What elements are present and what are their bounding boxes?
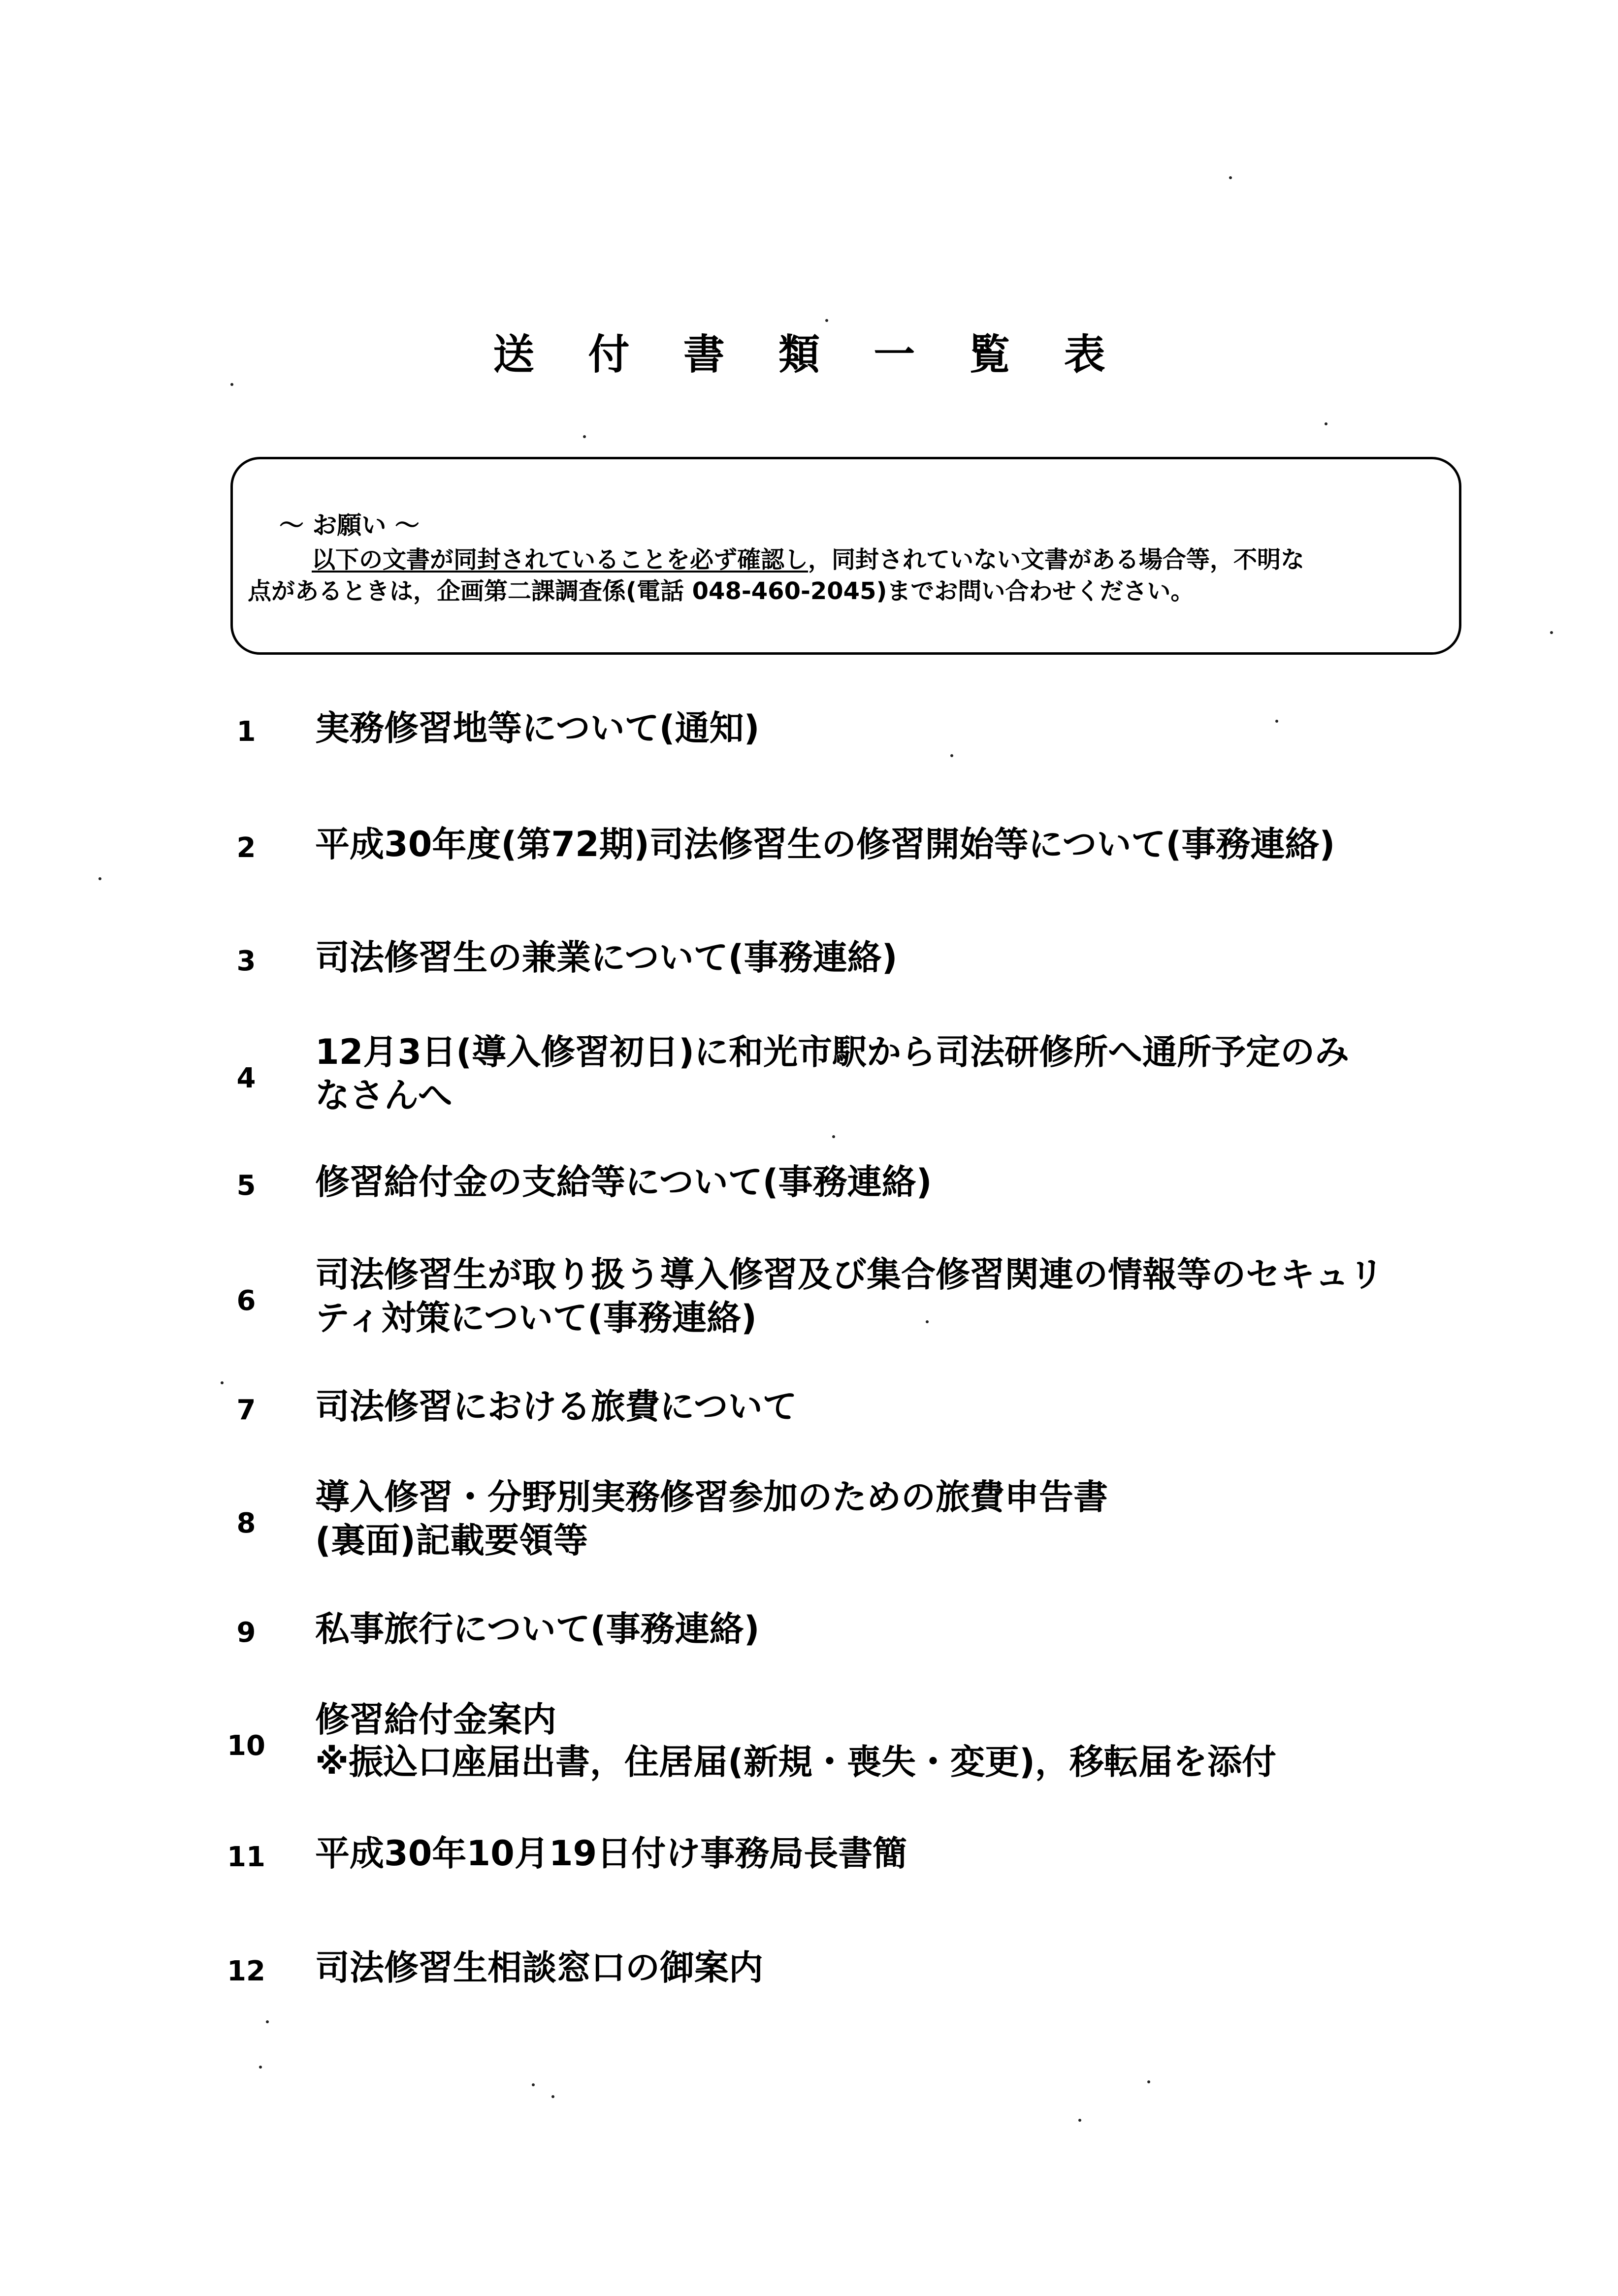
item-text-line1: 司法修習生相談窓口の御案内 [315, 1947, 763, 1988]
notice-heading: ～ お願い ～ [279, 511, 420, 540]
item-number: 5 [236, 1170, 256, 1202]
item-number: 10 [227, 1730, 265, 1762]
notice-text-line2: 点があるときは，企画第二課調査係(電話 048-460-2045)までお問い合わせください。 [248, 577, 1195, 605]
item-text-line1: 平成30年10月19日付け事務局長書簡 [315, 1833, 907, 1874]
item-number: 1 [236, 716, 256, 748]
scan-speck [583, 435, 586, 438]
notice-body [248, 544, 1449, 607]
item-text-line1: 実務修習地等について(通知) [315, 708, 760, 748]
item-text-line2: なさんへ [315, 1075, 453, 1116]
item-number: 11 [227, 1841, 265, 1873]
item-text-line1: 導入修習・分野別実務修習参加のための旅費申告書 [315, 1477, 1108, 1517]
scan-speck [950, 754, 953, 757]
item-number: 3 [236, 945, 256, 977]
scan-speck [926, 1320, 929, 1323]
scan-speck [1229, 176, 1232, 179]
item-text-line1: 平成30年度(第72期)司法修習生の修習開始等について(事務連絡) [315, 824, 1335, 864]
item-text-line2: ※振込口座届出書，住居届(新規・喪失・変更)，移転届を添付 [315, 1742, 1277, 1782]
scan-speck [259, 2066, 262, 2069]
scan-speck [832, 1135, 835, 1138]
item-number: 8 [236, 1507, 256, 1539]
item-text-line2: (裏面)記載要領等 [315, 1520, 588, 1561]
scan-speck [230, 383, 233, 386]
scan-speck [266, 2020, 269, 2023]
notice-underlined-text: 以下の文書が同封されていることを必ず確認し [312, 546, 809, 574]
scan-speck [221, 1381, 224, 1384]
item-text-line1: 司法修習における旅費について [315, 1386, 797, 1427]
item-number: 7 [236, 1394, 256, 1426]
item-number: 6 [236, 1285, 256, 1317]
notice-box [230, 457, 1461, 655]
scan-speck [1275, 720, 1278, 723]
item-text-line1: 修習給付金の支給等について(事務連絡) [315, 1162, 932, 1202]
item-text-line1: 修習給付金案内 [315, 1699, 556, 1740]
item-number: 9 [236, 1617, 256, 1649]
item-text-line1: 司法修習生の兼業について(事務連絡) [315, 937, 898, 978]
scan-speck [98, 877, 101, 880]
notice-text-line1-rest: ，同封されていない文書がある場合等，不明な [808, 546, 1305, 574]
item-text-line1: 12月3日(導入修習初日)に和光市駅から司法研修所へ通所予定のみ [315, 1032, 1350, 1072]
item-number: 2 [236, 832, 256, 864]
document-title: 送 付 書 類 一 覧 表 [493, 330, 1125, 379]
scan-speck [1147, 2080, 1150, 2083]
item-number: 12 [227, 1955, 265, 1987]
item-number: 4 [236, 1062, 256, 1094]
scan-speck [532, 2083, 535, 2086]
scan-speck [825, 319, 828, 322]
scan-speck [1550, 631, 1553, 634]
item-text-line2: ティ対策について(事務連絡) [315, 1298, 757, 1338]
scan-speck [1325, 422, 1327, 425]
item-text-line1: 私事旅行について(事務連絡) [315, 1609, 760, 1649]
item-text-line1: 司法修習生が取り扱う導入修習及び集合修習関連の情報等のセキュリ [315, 1254, 1384, 1295]
scan-speck [1078, 2119, 1081, 2122]
scan-speck [551, 2095, 554, 2098]
